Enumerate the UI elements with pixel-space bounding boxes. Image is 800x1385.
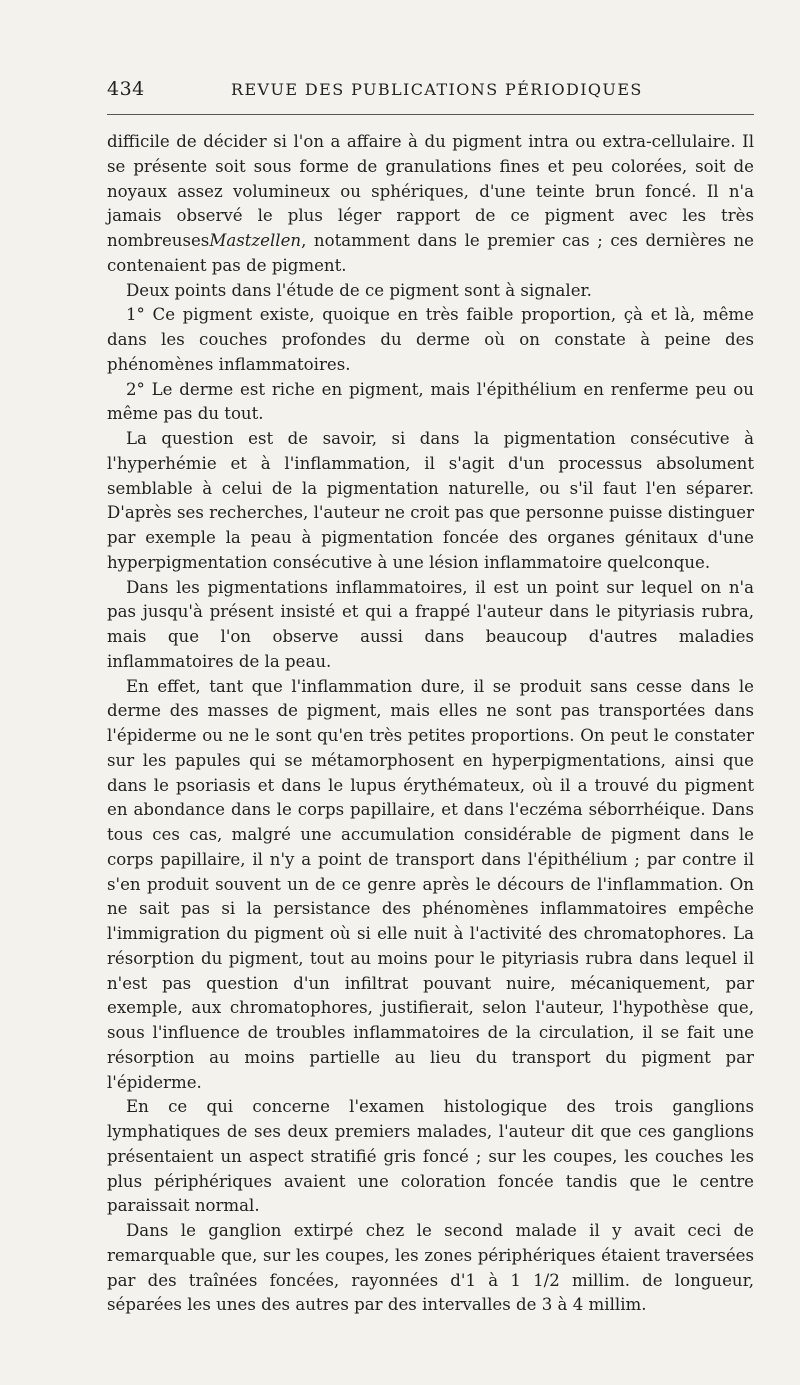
body-text [107, 130, 754, 1318]
paragraph-6: Dans les pigmentations inflammatoires, il est un point sur lequel on n'a pas jusqu'à présent insisté et qui a frappé l'auteur dans le pityriasis rubra, mais que l'on observe aussi dans beaucoup d'autres maladies inflammatoires de la peau. [107, 577, 754, 671]
paragraph-5: La question est de savoir, si dans la pigmentation consécutive à l'hyperhémie et à l'inflammation, il s'agit d'un processus absolument semblable à celui de la pigmentation naturelle, ou s'il faut l'en séparer. D'après ses recherches, l'auteur ne croit pas que personne puisse distinguer par exemple la peau à pigmentation foncée des organes génitaux d'une hyperpigmentation consécutive à une lésion inflammatoire quelconque. [107, 429, 754, 572]
paragraph-3: 1° Ce pigment existe, quoique en très faible proportion, çà et là, même dans les couches profondes du derme où on constate à peine des phénomènes inflammatoires. [107, 305, 754, 374]
paragraph-4: 2° Le derme est riche en pigment, mais l'épithélium en renferme peu ou même pas du tout. [107, 379, 754, 424]
header-rule [107, 114, 754, 115]
paragraph-7: En effet, tant que l'inflammation dure, il se produit sans cesse dans le derme des masses de pigment, mais elles ne sont pas transportées dans l'épiderme ou ne le sont qu'en très petites proportions. On peut le constater sur les papules qui se métamorphosent en hyperpigmentations, ainsi que dans le psoriasis et dans le lupus érythémateux, où il a trouvé du pigment en abondance dans le corps papillaire, et dans l'eczéma séborrhéique. Dans tous ces cas, malgré une accumulation considérable de pigment dans le corps papillaire, il n'y a point de transport dans l'épithélium ; par contre il s'en produit souvent un de ce genre après le décours de l'inflammation. On ne sait pas si la persistance des phénomènes inflammatoires empêche l'immigration du pigment où si elle nuit à l'activité des chromatophores. La résorption du pigment, tout au moins pour le pityriasis rubra dans lequel il n'est pas question d'un infiltrat pouvant nuire, mécaniquement, par exemple, aux chromatophores, justifierait, selon l'auteur, l'hypothèse que, sous l'influence de troubles inflammatoires de la circulation, il se fait une résorption au moins partielle au lieu du transport du pigment par l'épiderme. [107, 676, 754, 1092]
paragraph-9: Dans le ganglion extirpé chez le second malade il y avait ceci de remarquable que, sur les coupes, les zones périphériques étaient traversées par des traînées foncées, rayonnées d'1 à 1 1/2 millim. de longueur, séparées les unes des autres par des intervalles de 3 à 4 millim. [107, 1221, 754, 1315]
paragraph-1: difficile de décider si l'on a affaire à du pigment intra ou extra-cellulaire. Il se présente soit sous forme de granulations fines et peu colorées, soit de noyaux assez volumineux ou sphériques, d'une teinte brun foncé. Il n'a jamais observé le plus léger rapport de ce pigment avec les très nombreusesMastzellen, notamment dans le premier cas ; ces dernières ne contenaient pas de pigment. [107, 132, 754, 275]
paragraph-2: Deux points dans l'étude de ce pigment sont à signaler. [126, 280, 592, 300]
italic-term: Mastzellen [209, 231, 302, 250]
page-number: 434 [107, 78, 145, 100]
page-header [107, 78, 754, 106]
paragraph-8: En ce qui concerne l'examen histologique des trois ganglions lymphatiques de ses deux premiers malades, l'auteur dit que ces ganglions présentaient un aspect stratifié gris foncé ; sur les coupes, les couches les plus périphériques avaient une coloration foncée tandis que le centre paraissait normal. [107, 1097, 754, 1216]
running-title: REVUE DES PUBLICATIONS PÉRIODIQUES [231, 80, 643, 99]
